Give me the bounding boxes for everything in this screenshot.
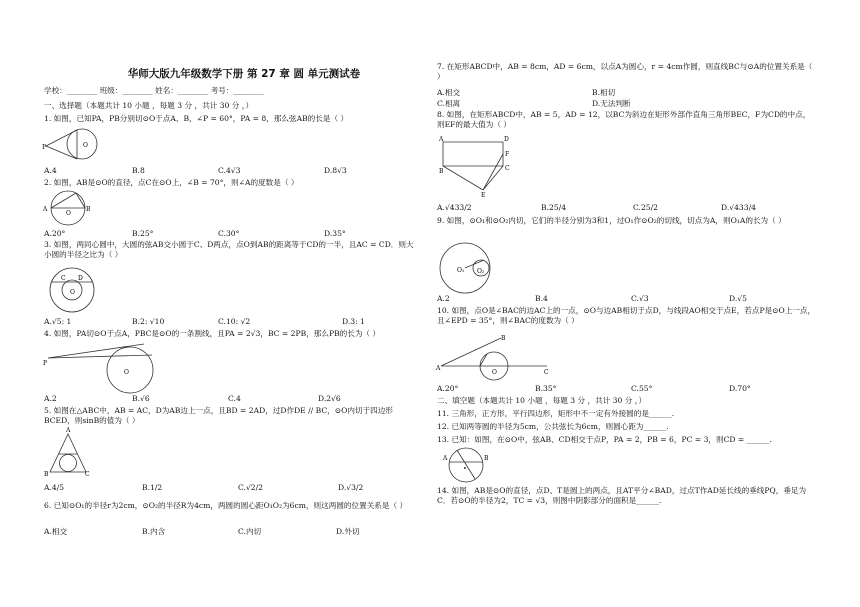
question-12: 12. 已知两等圆的半径为5cm，公共弦长为6cm，则圆心距为______. xyxy=(437,422,669,431)
figure-q4 xyxy=(43,340,156,396)
label-O: O xyxy=(66,210,71,217)
question-10: 10. 如图，点O是∠BAC的边AC上的一点，⊙O与边AB相切于点D，与线段AO相交于点E，若点P是⊙O上一点，且∠EPD = 35°，则∠BAC的度数为（ ） xyxy=(437,306,816,325)
figure-q3 xyxy=(48,266,96,314)
label-B: B xyxy=(484,455,489,462)
section-heading-choice: 一、选择题（本题共计 10 小题 ，每题 3 分 ，共计 30 分 ，） xyxy=(44,101,254,110)
q10-option-b[interactable]: B.35° xyxy=(535,384,557,393)
question-1: 1. 如图，已知PA，PB分别切⊙O于点A、B，∠P = 60°，PA = 8，那么弦AB的长是（ ） xyxy=(44,114,349,123)
q10-option-d[interactable]: D.70° xyxy=(729,384,751,393)
label-O1: O₁ xyxy=(457,267,465,274)
q3-option-c[interactable]: C.10: √2 xyxy=(218,317,251,326)
label-A: A xyxy=(439,136,444,143)
label-A: A xyxy=(43,206,48,213)
q4-option-a[interactable]: A.2 xyxy=(44,394,57,403)
q7-option-c[interactable]: C.相离 xyxy=(437,99,461,108)
page-title: 华师大版九年级数学下册 第 27 章 圆 单元测试卷 xyxy=(127,68,361,80)
question-11: 11. 三角形，正方形，平行四边形，矩形中不一定有外接圆的是______. xyxy=(437,409,675,418)
label-B: B xyxy=(439,168,444,175)
question-2: 2. 如图，AB是⊙O的直径，点C在⊙O上，∠B = 70°，则∠A的度数是（ ） xyxy=(44,178,299,187)
label-P: P xyxy=(42,144,47,151)
q5-option-b[interactable]: B.1/2 xyxy=(142,483,163,492)
question-4: 4. 如图，PA切⊙O于点A，PBC是⊙O的一条割线，且PA = 2√3，BC = 2PB，那么PB的长为（ ） xyxy=(44,329,381,338)
q6-option-d[interactable]: D.外切 xyxy=(336,527,360,536)
q8-option-d[interactable]: D.√433/4 xyxy=(721,203,756,212)
label-O: O xyxy=(492,369,497,376)
label-A: A xyxy=(66,427,71,434)
question-7: 7. 在矩形ABCD中，AB = 8cm，AD = 6cm，以点A为圆心，r = 4cm作圆，则直线BC与⊙A的位置关系是（ ） xyxy=(437,62,813,81)
question-9: 9. 如图，⊙O₁和⊙O₂内切，它们的半径分别为3和1，过O₁作⊙O₂的切线，切点为A，则O₁A的长为（ ） xyxy=(437,216,786,225)
label-D: D xyxy=(78,275,83,282)
label-C: C xyxy=(505,165,510,172)
q6-option-c[interactable]: C.内切 xyxy=(238,527,262,536)
question-5: 5. 如图在△ABC中，AB = AC，D为AB边上一点，且BD = 2AD，过D作DE // BC，⊙O内切于四边形BCED，则sinB的值为（ ） xyxy=(44,406,393,425)
q3-option-b[interactable]: B.2: √10 xyxy=(132,317,165,326)
figure-q9 xyxy=(439,242,499,294)
q2-option-c[interactable]: C.30° xyxy=(218,229,240,238)
figure-q13 xyxy=(441,446,491,484)
label-A: A xyxy=(443,455,448,462)
label-F: F xyxy=(505,151,510,158)
q8-option-c[interactable]: C.25/2 xyxy=(633,203,659,212)
q2-option-a[interactable]: A.20° xyxy=(44,229,66,238)
q7-option-d[interactable]: D.无法判断 xyxy=(592,99,631,108)
figure-q5 xyxy=(44,427,90,478)
label-C: C xyxy=(544,369,549,376)
q9-option-d[interactable]: D.√5 xyxy=(729,294,747,303)
q5-option-c[interactable]: C.√2/2 xyxy=(238,483,264,492)
question-3: 3. 如图，两同心圆中，大圆的弦AB交小圆于C、D两点，点O到AB的距离等于CD的一半，且AC = CD．则大小圆的半径之比为（ ） xyxy=(44,240,414,259)
label-O2: O₂ xyxy=(477,268,485,275)
q1-option-b[interactable]: B.8 xyxy=(132,166,145,175)
question-14: 14. 如图，AB是⊙O的直径，点D、T是圆上的两点，且AT平分∠BAD，过点T作AD延长线的垂线PQ，垂足为C．若⊙O的半径为2，TC = √3，则图中阴影部分的面积是______. xyxy=(437,486,807,505)
label-B: B xyxy=(501,335,506,342)
q8-option-a[interactable]: A.√433/2 xyxy=(437,203,472,212)
q6-option-b[interactable]: B.内含 xyxy=(142,527,166,536)
q1-option-d[interactable]: D.8√3 xyxy=(324,166,347,175)
figure-q1 xyxy=(44,126,104,162)
figure-q2 xyxy=(43,190,91,226)
q2-option-b[interactable]: B.25° xyxy=(132,229,154,238)
q2-option-d[interactable]: D.35° xyxy=(324,229,346,238)
q9-option-b[interactable]: B.4 xyxy=(535,294,548,303)
q7-option-b[interactable]: B.相切 xyxy=(592,88,616,97)
q4-option-b[interactable]: B.√6 xyxy=(132,394,150,403)
q7-option-a[interactable]: A.相交 xyxy=(437,88,461,97)
label-O: O xyxy=(83,142,88,149)
q5-option-a[interactable]: A.4/5 xyxy=(44,483,65,492)
q1-option-a[interactable]: A.4 xyxy=(44,166,57,175)
label-O: O xyxy=(70,289,75,296)
q4-option-c[interactable]: C.4 xyxy=(228,394,241,403)
label-A: A xyxy=(436,365,441,372)
q6-option-a[interactable]: A.相交 xyxy=(44,527,68,536)
label-C: C xyxy=(85,471,90,478)
question-8: 8. 如图，在矩形ABCD中，AB = 5，AD = 12，以BC为斜边在矩形外部作直角三角形BEC，F为CD的中点，则EF的最大值为（ ） xyxy=(437,110,811,129)
figure-q10 xyxy=(436,335,549,382)
label-C: C xyxy=(61,275,66,282)
q9-option-c[interactable]: C.√3 xyxy=(631,294,649,303)
figure-q8 xyxy=(439,138,519,198)
question-13: 13. 已知：如图，在⊙O中，弦AB、CD相交于点P，PA = 2，PB = 6，PC = 3，则CD = ______. xyxy=(437,435,772,444)
q3-option-a[interactable]: A.√5: 1 xyxy=(44,317,72,326)
q10-option-a[interactable]: A.20° xyxy=(437,384,459,393)
student-info-line: 学校：________ 班级：________ 姓名：________ 考号：________ xyxy=(44,86,264,95)
label-D: D xyxy=(504,136,509,143)
q5-option-d[interactable]: D.√3/2 xyxy=(338,483,364,492)
label-B: B xyxy=(86,206,91,213)
question-6: 6. 已知⊙O₁的半径r为2cm，⊙O₂的半径R为4cm，两圆的圆心距O₁O₂为6cm，则这两圆的位置关系是（ ） xyxy=(44,501,408,510)
label-E: E xyxy=(481,192,486,199)
q8-option-b[interactable]: B.25/4 xyxy=(541,203,567,212)
q3-option-d[interactable]: D.3: 1 xyxy=(342,317,365,326)
q4-option-d[interactable]: D.2√6 xyxy=(318,394,341,403)
q9-option-a[interactable]: A.2 xyxy=(437,294,450,303)
q10-option-c[interactable]: C.55° xyxy=(631,384,653,393)
label-O: O xyxy=(124,369,129,376)
label-B: B xyxy=(44,471,49,478)
label-P: P xyxy=(43,360,48,367)
section-heading-fill: 二、填空题（本题共计 10 小题 ，每题 3 分 ，共计 30 分 ，） xyxy=(437,396,647,405)
q1-option-c[interactable]: C.4√3 xyxy=(218,166,241,175)
